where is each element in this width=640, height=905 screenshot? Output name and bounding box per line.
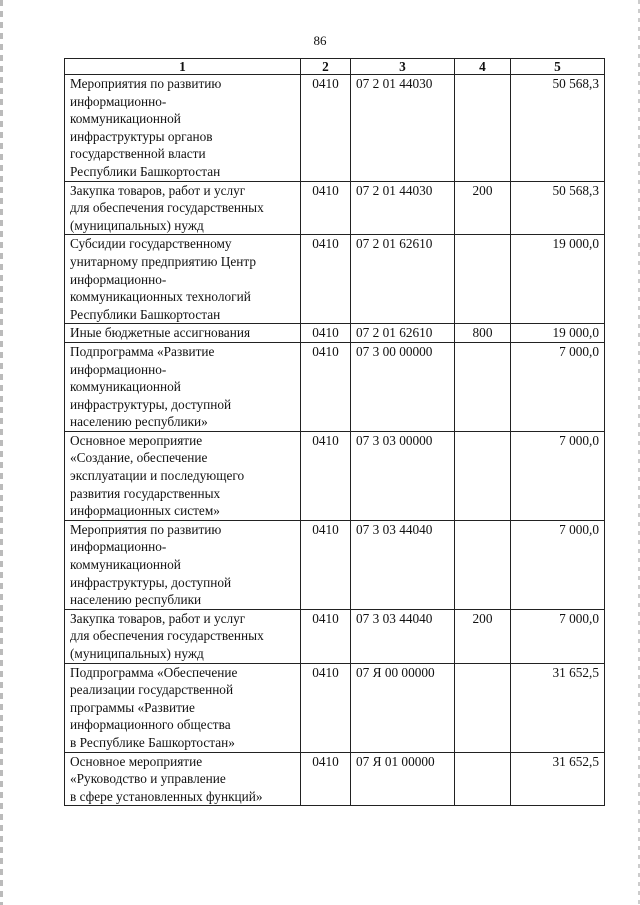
cell-section: 0410 <box>301 181 351 235</box>
cell-target: 07 2 01 62610 <box>351 235 455 324</box>
cell-target: 07 2 01 62610 <box>351 324 455 343</box>
cell-type <box>455 520 511 609</box>
cell-name-line: Закупка товаров, работ и услуг <box>70 182 246 198</box>
cell-name-line: «Руководство и управление <box>70 771 226 787</box>
cell-name-line: информационно- <box>70 539 167 555</box>
cell-section: 0410 <box>301 235 351 324</box>
cell-name-line: программы «Развитие <box>70 699 195 715</box>
cell-target: 07 3 03 44040 <box>351 520 455 609</box>
cell-type <box>455 342 511 431</box>
cell-type: 200 <box>455 609 511 663</box>
cell-name-line: информационно- <box>70 271 167 287</box>
cell-section: 0410 <box>301 342 351 431</box>
cell-name-line: (муниципальных) нужд <box>70 217 204 233</box>
table-row <box>65 75 605 182</box>
page-number: 86 <box>313 33 327 48</box>
table-row <box>65 235 605 324</box>
cell-type <box>455 431 511 520</box>
budget-table <box>64 58 605 806</box>
column-header-name: 1 <box>65 59 301 75</box>
cell-section: 0410 <box>301 663 351 752</box>
cell-name-line: Подпрограмма «Обеспечение <box>70 664 238 680</box>
table-row <box>65 663 605 752</box>
cell-name <box>65 181 301 235</box>
table-row <box>65 181 605 235</box>
cell-target: 07 2 01 44030 <box>351 75 455 182</box>
cell-name-line: инфраструктуры, доступной <box>70 396 232 412</box>
cell-type <box>455 235 511 324</box>
cell-name-line: информационно- <box>70 93 167 109</box>
cell-section: 0410 <box>301 609 351 663</box>
cell-type: 200 <box>455 181 511 235</box>
cell-name-line: Республики Башкортостан <box>70 163 221 179</box>
cell-name-line: для обеспечения государственных <box>70 200 264 216</box>
cell-section: 0410 <box>301 752 351 806</box>
cell-type: 800 <box>455 324 511 343</box>
cell-target: 07 Я 01 00000 <box>351 752 455 806</box>
cell-target: 07 Я 00 00000 <box>351 663 455 752</box>
cell-name-line: для обеспечения государственных <box>70 628 264 644</box>
cell-name <box>65 609 301 663</box>
cell-amount: 7 000,0 <box>511 520 605 609</box>
cell-name-line: Мероприятия по развитию <box>70 521 222 537</box>
cell-name-line: государственной власти <box>70 146 206 162</box>
table-body <box>65 75 605 806</box>
cell-name-line: инфраструктуры, доступной <box>70 574 232 590</box>
cell-name-line: развития государственных <box>70 485 221 501</box>
cell-amount: 31 652,5 <box>511 752 605 806</box>
cell-name-line: Мероприятия по развитию <box>70 76 222 91</box>
cell-name-line: инфраструктуры органов <box>70 128 213 144</box>
cell-name <box>65 342 301 431</box>
table-row <box>65 431 605 520</box>
cell-name <box>65 663 301 752</box>
cell-name <box>65 752 301 806</box>
cell-type <box>455 752 511 806</box>
cell-target: 07 3 03 00000 <box>351 431 455 520</box>
cell-name-line: унитарному предприятию Центр <box>70 253 256 269</box>
table-row <box>65 752 605 806</box>
cell-name-line: населению республики <box>70 592 202 608</box>
cell-name <box>65 520 301 609</box>
cell-section: 0410 <box>301 75 351 182</box>
cell-amount: 50 568,3 <box>511 181 605 235</box>
cell-section: 0410 <box>301 520 351 609</box>
cell-amount: 7 000,0 <box>511 609 605 663</box>
table-row <box>65 520 605 609</box>
scan-edge-left <box>0 0 3 905</box>
cell-type <box>455 75 511 182</box>
cell-name-line: Основное мероприятие <box>70 432 203 448</box>
cell-name-line: Подпрограмма «Развитие <box>70 343 215 359</box>
cell-name-line: населению республики» <box>70 414 208 430</box>
cell-name-line: Республики Башкортостан <box>70 306 221 322</box>
cell-name-line: коммуникационной <box>70 557 181 573</box>
cell-amount: 7 000,0 <box>511 342 605 431</box>
cell-name-line: коммуникационных технологий <box>70 289 251 305</box>
cell-name-line: Иные бюджетные ассигнования <box>70 325 251 341</box>
cell-name <box>65 235 301 324</box>
cell-name-line: Основное мероприятие <box>70 753 203 769</box>
cell-amount: 19 000,0 <box>511 235 605 324</box>
cell-amount: 50 568,3 <box>511 75 605 182</box>
cell-name <box>65 431 301 520</box>
cell-section: 0410 <box>301 324 351 343</box>
column-header-amount: 5 <box>511 59 605 75</box>
cell-name-line: информационного общества <box>70 717 231 733</box>
table-row <box>65 609 605 663</box>
cell-name-line: Закупка товаров, работ и услуг <box>70 610 246 626</box>
cell-section: 0410 <box>301 431 351 520</box>
column-header-section: 2 <box>301 59 351 75</box>
cell-name-line: коммуникационной <box>70 379 181 395</box>
cell-name-line: эксплуатации и последующего <box>70 468 245 484</box>
table-row <box>65 342 605 431</box>
cell-type <box>455 663 511 752</box>
cell-name-line: (муниципальных) нужд <box>70 646 204 661</box>
cell-name-line: коммуникационной <box>70 111 181 127</box>
cell-name-line: информационных систем» <box>70 503 220 519</box>
cell-name-line: «Создание, обеспечение <box>70 450 208 466</box>
cell-name <box>65 324 301 343</box>
cell-amount: 7 000,0 <box>511 431 605 520</box>
cell-name-line: в Республике Башкортостан» <box>70 734 235 750</box>
cell-target: 07 3 03 44040 <box>351 609 455 663</box>
cell-target: 07 2 01 44030 <box>351 181 455 235</box>
table-header-row <box>65 59 605 75</box>
cell-amount: 31 652,5 <box>511 663 605 752</box>
table-row <box>65 324 605 343</box>
cell-name <box>65 75 301 182</box>
column-header-target: 3 <box>351 59 455 75</box>
cell-target: 07 3 00 00000 <box>351 342 455 431</box>
column-header-type: 4 <box>455 59 511 75</box>
cell-name-line: Субсидии государственному <box>70 236 232 252</box>
cell-name-line: реализации государственной <box>70 682 234 698</box>
cell-name-line: в сфере установленных функций» <box>70 788 263 804</box>
cell-name-line: информационно- <box>70 361 167 377</box>
cell-amount: 19 000,0 <box>511 324 605 343</box>
